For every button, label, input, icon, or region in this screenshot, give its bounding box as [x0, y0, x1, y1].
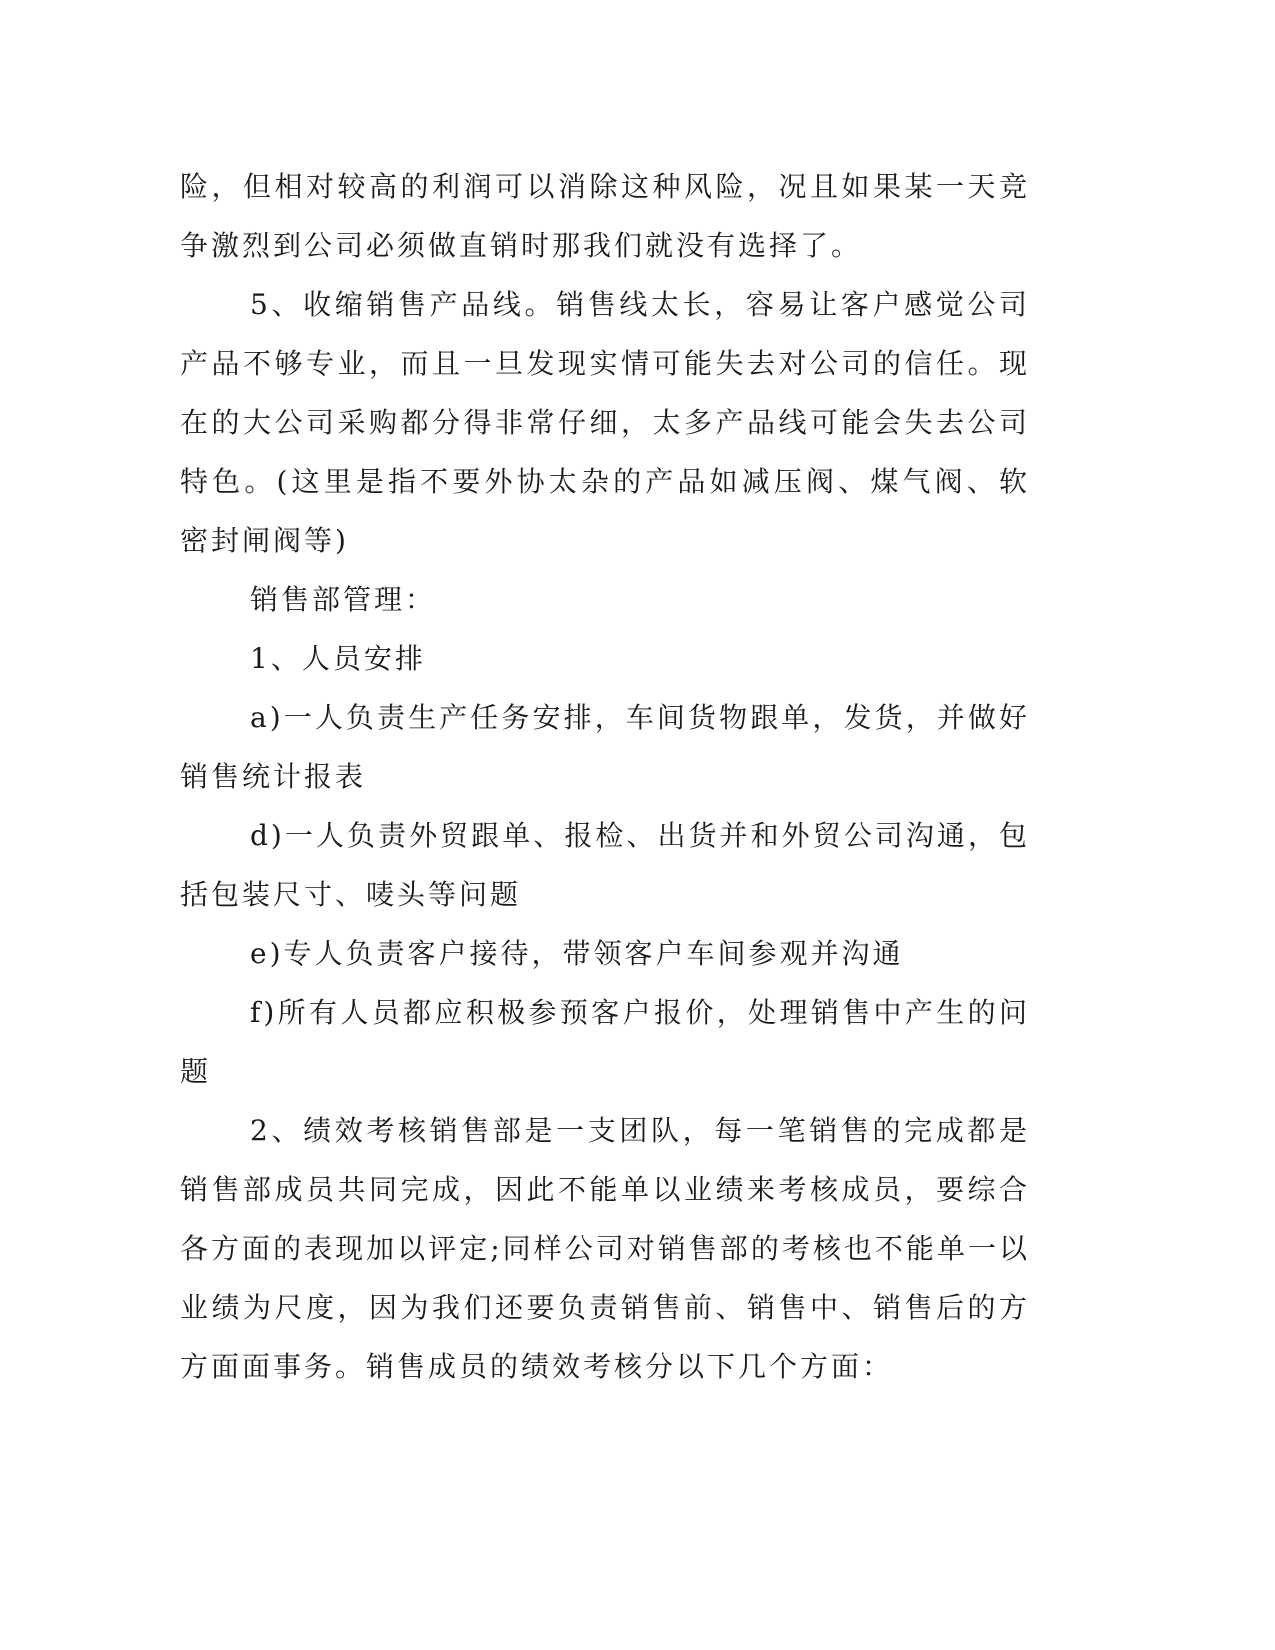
document-body [180, 157, 1030, 1396]
list-item-e: e)专人负责客户接待，带领客户车间参观并沟通 [250, 937, 904, 970]
paragraph-product-line: 5、收缩销售产品线。销售线太长，容易让客户感觉公司产品不够专业，而且一旦发现实情可能失去对公司的信任。现在的大公司采购都分得非常仔细，太多产品线可能会失去公司特色。(这里是指不要外协太杂的产品如减压阀、煤气阀、软密封闸阀等) [180, 288, 1030, 557]
paragraph-risk-continuation: 险，但相对较高的利润可以消除这种风险，况且如果某一天竞争激烈到公司必须做直销时那我们就没有选择了。 [180, 170, 1030, 262]
list-item-d: d)一人负责外贸跟单、报检、出货并和外贸公司沟通，包括包装尺寸、唛头等问题 [180, 819, 1030, 911]
list-item-f: f)所有人员都应积极参预客户报价，处理销售中产生的问题 [180, 996, 1030, 1088]
list-item-a: a)一人负责生产任务安排，车间货物跟单，发货，并做好销售统计报表 [180, 701, 1030, 793]
paragraph-performance-review: 2、绩效考核销售部是一支团队，每一笔销售的完成都是销售部成员共同完成，因此不能单以业绩来考核成员，要综合各方面的表现加以评定;同样公司对销售部的考核也不能单一以业绩为尺度，因为我们还要负责销售前、销售中、销售后的方方面面事务。销售成员的绩效考核分以下几个方面： [180, 1114, 1030, 1383]
subheading-staffing: 1、人员安排 [250, 642, 426, 675]
section-heading-sales-management: 销售部管理： [250, 583, 437, 616]
